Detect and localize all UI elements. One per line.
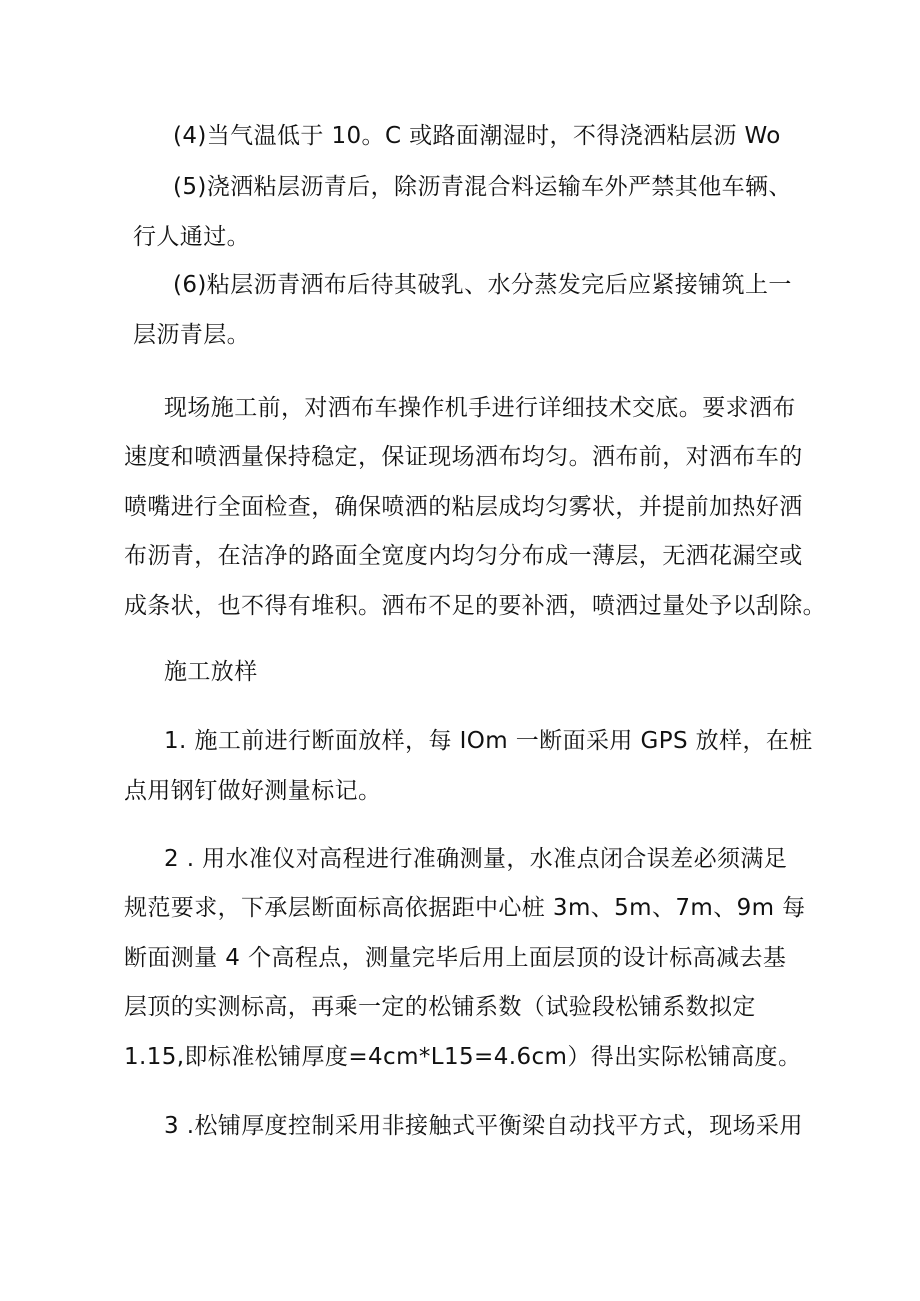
text-line: 断面测量 4 个高程点，测量完毕后用上面层顶的设计标高减去基 (124, 945, 787, 971)
text-line: (4)当气温低于 10。C 或路面潮湿时，不得浇洒粘层沥 Wo (173, 123, 781, 149)
text-line: 1. 施工前进行断面放样，每 IOm 一断面采用 GPS 放样，在桩 (164, 728, 813, 754)
text-line: (5)浇洒粘层沥青后，除沥青混合料运输车外严禁其他车辆、 (173, 174, 792, 200)
text-line: 2 . 用水准仪对高程进行准确测量，水准点闭合误差必须满足 (164, 846, 788, 872)
text-line: 速度和喷洒量保持稳定，保证现场洒布均匀。洒布前，对洒布车的 (124, 444, 803, 470)
text-line: 1.15,即标准松铺厚度=4cm*L15=4.6cm）得出实际松铺高度。 (124, 1044, 802, 1070)
text-line: 层沥青层。 (133, 322, 250, 348)
text-line: (6)粘层沥青洒布后待其破乳、水分蒸发完后应紧接铺筑上一 (173, 272, 792, 298)
text-line: 行人通过。 (133, 224, 250, 250)
text-line: 层顶的实测标高，再乘一定的松铺系数（试验段松铺系数拟定 (124, 994, 756, 1020)
section-heading: 施工放样 (164, 659, 258, 685)
text-line: 喷嘴进行全面检查，确保喷洒的粘层成均匀雾状，并提前加热好洒 (124, 494, 803, 520)
text-line: 3 .松铺厚度控制采用非接触式平衡梁自动找平方式，现场采用 (164, 1113, 803, 1139)
text-line: 点用钢钉做好测量标记。 (124, 778, 382, 804)
text-line: 布沥青，在洁净的路面全宽度内均匀分布成一薄层，无洒花漏空或 (124, 543, 803, 569)
text-line: 成条状，也不得有堆积。洒布不足的要补洒，喷洒过量处予以刮除。 (124, 593, 826, 619)
text-line: 现场施工前，对洒布车操作机手进行详细技术交底。要求洒布 (164, 395, 796, 421)
text-line: 规范要求，下承层断面标高依据距中心桩 3m、5m、7m、9m 每 (124, 895, 806, 921)
